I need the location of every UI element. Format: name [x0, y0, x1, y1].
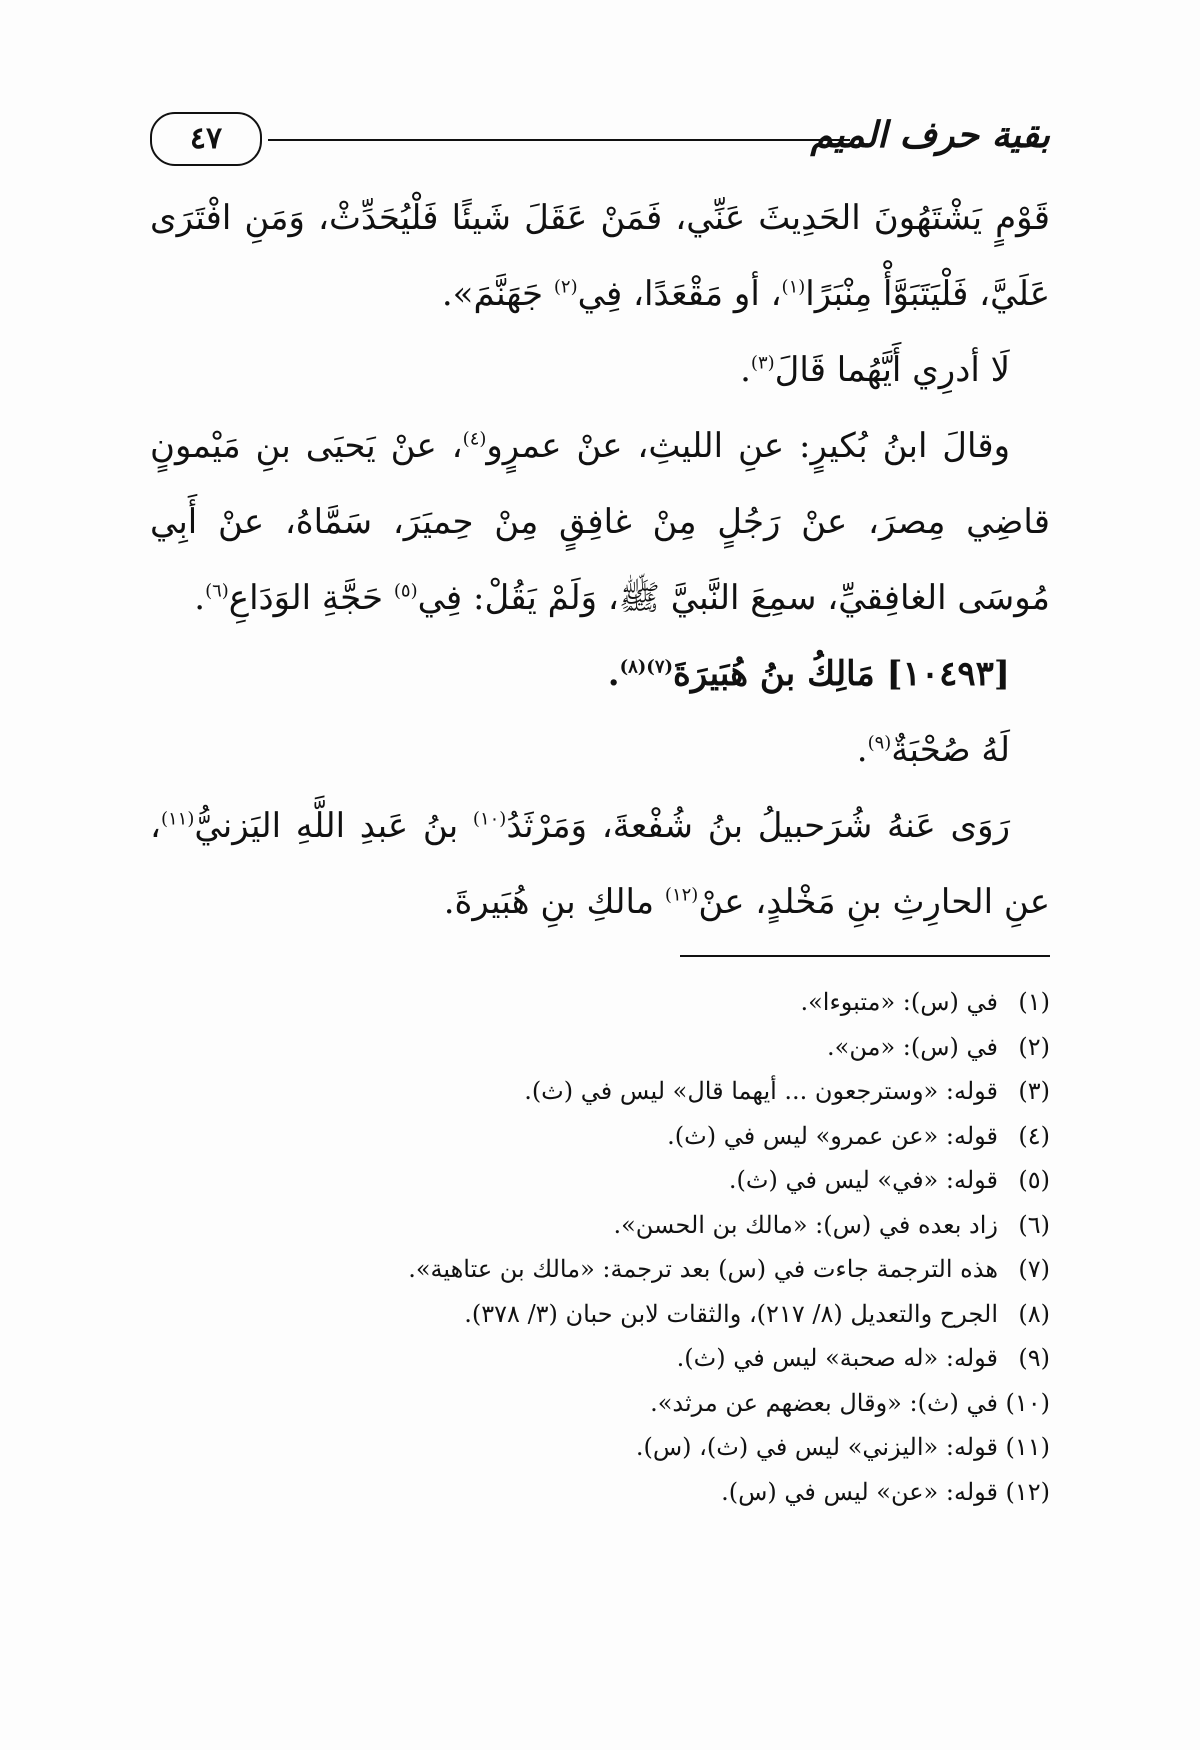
text-segment: جَهَنَّمَ». [441, 274, 554, 314]
entry-name: مَالِكُ بنُ هُبَيرَةَ [673, 654, 887, 694]
footnote-number: (٩) [1018, 1344, 1050, 1372]
footnote-ref: (٦) [205, 580, 229, 602]
footnote-text: قوله: «اليزني» ليس في (ث)، (س). [635, 1433, 998, 1461]
page-number-badge: ٤٧ [150, 112, 262, 166]
footnote-text: الجرح والتعديل (٨/ ٢١٧)، والثقات لابن حبان (٣/ ٣٧٨). [464, 1299, 998, 1328]
footnote-ref: (٣) [750, 352, 775, 374]
footnote-number: (١) [1018, 988, 1050, 1016]
footnote-number: (١٠) [1005, 1388, 1050, 1417]
main-text [150, 180, 1050, 940]
footnote [150, 1292, 1050, 1337]
footnote-number: (٢) [1018, 1032, 1050, 1061]
text-segment: بنُ عَبدِ اللَّهِ اليَزنيُّ [194, 806, 473, 846]
footnote [150, 1381, 1050, 1426]
footnote-ref: (٥) [393, 580, 418, 602]
text-segment: وقالَ ابنُ بُكيرٍ: عنِ الليثِ، عنْ عمرٍو [486, 426, 1011, 466]
footnotes [150, 980, 1050, 1514]
footnote-number: (٨) [1018, 1299, 1050, 1328]
footnote [150, 1069, 1050, 1114]
text-segment: لَا أدرِي أَيَّهُما قَالَ [774, 350, 1010, 390]
footnote-text: هذه الترجمة جاءت في (س) بعد ترجمة: «مالك بن عتاهية». [408, 1255, 998, 1283]
footnote-text: قوله: «عن عمرو» ليس في (ث). [667, 1121, 998, 1150]
paragraph-chain-of-narration [150, 408, 1050, 636]
text-segment: . [194, 578, 206, 618]
text-segment: ، أو مَقْعَدًا، فِي [577, 274, 782, 314]
footnote-ref: (٧)(٨) [619, 656, 674, 678]
text-segment: حَجَّةِ الوَدَاعِ [228, 578, 394, 618]
footnote-ref: (١٢) [664, 884, 699, 906]
text-segment: لَهُ صُحْبَةٌ [891, 730, 1010, 770]
footnote-number: (٤) [1018, 1121, 1050, 1150]
paragraph-doubt-note [150, 332, 1050, 408]
running-header-title: بقية حرف الميم [810, 114, 1050, 156]
footnote-text: قوله: «في» ليس في (ث). [728, 1166, 998, 1194]
footnote [150, 1025, 1050, 1070]
text-segment: . [856, 730, 868, 770]
footnote [150, 1470, 1050, 1515]
footnote-ref: (١٠) [472, 808, 507, 830]
footnote-separator [680, 955, 1050, 957]
text-segment: ، عنْ يَحيَى بنِ مَيْمونٍ قاضِي مِصرَ، عنْ رَجُلٍ مِنْ غافِقٍ مِنْ حِميَرَ، سَمَّاهُ، عنْ أَبِي مُوسَى الغافِقيِّ، سمِعَ النَّبيَّ ﷺ، وَلَمْ يَقُلْ: فِي [150, 426, 1050, 618]
footnote-ref: (١١) [160, 808, 195, 830]
footnote-number: (٥) [1018, 1166, 1050, 1194]
footnote-text: قوله: «له صحبة» ليس في (ث). [676, 1344, 998, 1372]
footnote-number: (٧) [1018, 1255, 1050, 1283]
footnote-number: (١١) [1005, 1433, 1050, 1461]
footnote [150, 1114, 1050, 1159]
text-segment: قَوْمٍ يَشْتَهُونَ الحَدِيثَ عَنِّي، فَمَنْ عَقَلَ شَيئًا فَلْيُحَدِّثْ، وَمَنِ افْتَرَى عَلَيَّ، فَلْيَتَبَوَّأْ مِنْبَرًا [150, 198, 1051, 314]
footnote-ref: (٩) [867, 732, 892, 754]
text-segment: ، عنِ الحارِثِ بنِ مَخْلدٍ، عنْ [150, 806, 1050, 922]
text-segment: رَوَى عَنهُ شُرَحبيلُ بنُ شُفْعةَ، وَمَرْثَدُ [506, 806, 1011, 846]
paragraph-companionship [150, 712, 1050, 788]
footnote-text: زاد بعده في (س): «مالك بن الحسن». [613, 1210, 998, 1239]
footnote-text: في (س): «من». [827, 1032, 998, 1061]
page-header [150, 112, 1050, 168]
footnote-ref: (٤) [462, 428, 487, 450]
footnote-number: (٣) [1018, 1077, 1050, 1105]
footnote [150, 980, 1050, 1025]
paragraph-hadith-end [150, 180, 1050, 332]
footnote-text: قوله: «عن» ليس في (س). [721, 1477, 998, 1506]
paragraph-narrators [150, 788, 1050, 940]
footnote [150, 1158, 1050, 1203]
text-segment: مالكِ بنِ هُبَيرةَ. [443, 882, 665, 922]
entry-heading [150, 636, 1050, 712]
text-segment: . [607, 654, 620, 694]
footnote [150, 1425, 1050, 1470]
footnote-number: (٦) [1018, 1210, 1050, 1239]
footnote-text: قوله: «وسترجعون ... أيهما قال» ليس في (ث). [524, 1077, 998, 1105]
entry-number: [١٠٤٩٣] [886, 654, 1010, 694]
footnote-number: (١٢) [1005, 1477, 1050, 1506]
header-rule [268, 139, 850, 141]
footnote [150, 1203, 1050, 1248]
footnote [150, 1336, 1050, 1381]
footnote-text: في (ث): «وقال بعضهم عن مرثد». [650, 1388, 998, 1417]
text-segment: . [740, 350, 751, 390]
footnote-ref: (٢) [553, 276, 578, 298]
footnote-text: في (س): «متبوءا». [800, 988, 998, 1016]
footnote [150, 1247, 1050, 1292]
footnote-ref: (١) [781, 276, 806, 298]
